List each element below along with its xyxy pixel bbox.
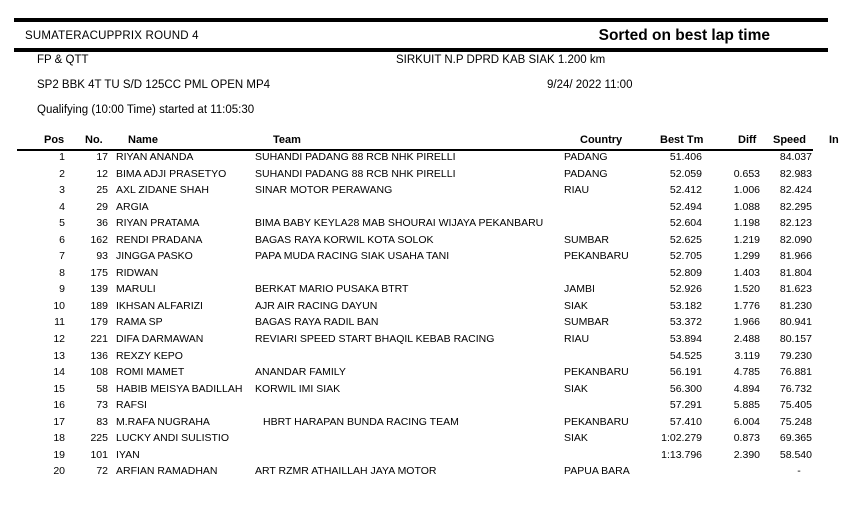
table-row[interactable] — [14, 182, 828, 199]
cell-country: SUMBAR — [564, 233, 609, 246]
cell-no: 179 — [90, 316, 108, 329]
cell-no: 136 — [90, 349, 108, 362]
cell-pos: 1 — [59, 151, 65, 163]
cell-speed: 69.365 — [779, 432, 812, 445]
table-row[interactable] — [14, 430, 828, 447]
cell-pos: 11 — [54, 316, 65, 329]
cell-diff: 1.776 — [733, 299, 760, 312]
cell-name: BIMA ADJI PRASETYO — [116, 167, 227, 180]
cell-country: PADANG — [564, 167, 608, 180]
cell-no: 12 — [96, 167, 108, 180]
cell-diff: 6.004 — [733, 415, 760, 428]
cell-pos: 19 — [53, 448, 65, 461]
cell-best-tm: 53.894 — [669, 333, 702, 346]
circuit-label: SIRKUIT N.P DPRD KAB SIAK 1.200 km — [396, 54, 606, 66]
col-header-name: Name — [128, 134, 158, 146]
meet-title: SUMATERACUPPRIX ROUND 4 — [25, 29, 199, 42]
cell-speed: 76.732 — [779, 382, 812, 395]
cell-speed: 80.941 — [779, 316, 812, 329]
cell-name: ARGIA — [116, 200, 149, 213]
session-label: FP & QTT — [37, 54, 89, 66]
info-row-session — [14, 54, 828, 70]
table-row[interactable] — [14, 298, 828, 315]
col-header-no: No. — [85, 134, 103, 146]
cell-no: 36 — [96, 217, 108, 230]
cell-country: RIAU — [564, 333, 590, 346]
cell-pos: 12 — [53, 333, 65, 346]
cell-no: 189 — [90, 299, 108, 312]
cell-diff: 1.006 — [733, 184, 760, 197]
cell-name: DIFA DARMAWAN — [116, 333, 204, 346]
info-row-class — [14, 79, 828, 95]
cell-country: SUMBAR — [564, 316, 609, 329]
cell-diff: 0.653 — [733, 167, 760, 180]
cell-no: 29 — [96, 200, 108, 213]
cell-diff: 2.390 — [733, 448, 760, 461]
cell-name: REXZY KEPO — [116, 349, 183, 362]
cell-team: REVIARI SPEED START BHAQIL KEBAB RACING — [255, 333, 495, 346]
cell-speed: 84.037 — [779, 151, 812, 163]
cell-name: ARFIAN RAMADHAN — [116, 465, 218, 478]
cell-team: BIMA BABY KEYLA28 MAB SHOURAI WIJAYA PEKANBARU — [255, 217, 544, 230]
cell-name: HABIB MEISYA BADILLAH — [116, 382, 243, 395]
cell-team: KORWIL IMI SIAK — [255, 382, 341, 395]
cell-country: JAMBI — [564, 283, 595, 296]
table-row[interactable] — [14, 248, 828, 265]
cell-name: RIYAN PRATAMA — [116, 217, 200, 230]
cell-team: BAGAS RAYA KORWIL KOTA SOLOK — [255, 233, 434, 246]
cell-country: PADANG — [564, 151, 608, 163]
cell-diff: 1.520 — [733, 283, 760, 296]
cell-pos: 8 — [59, 266, 65, 279]
cell-country: PEKANBARU — [564, 366, 629, 379]
table-row[interactable] — [14, 281, 828, 298]
no-time-dash: - — [797, 465, 801, 478]
cell-no: 72 — [96, 465, 108, 478]
cell-name: LUCKY ANDI SULISTIO — [116, 432, 230, 445]
cell-team: BAGAS RAYA RADIL BAN — [255, 316, 379, 329]
results-table — [14, 132, 839, 480]
cell-country: PEKANBARU — [564, 415, 629, 428]
cell-diff: 2.488 — [733, 333, 760, 346]
table-body — [14, 149, 828, 480]
table-row[interactable] — [14, 447, 828, 464]
cell-best-tm: 52.809 — [669, 266, 702, 279]
cell-diff: 0.873 — [733, 432, 760, 445]
cell-no: 25 — [96, 184, 108, 197]
table-row[interactable] — [14, 199, 828, 216]
col-header-pos: Pos — [44, 134, 65, 146]
cell-speed: 82.983 — [779, 167, 812, 180]
cell-speed: 81.804 — [779, 266, 812, 279]
cell-best-tm: 57.410 — [669, 415, 702, 428]
table-row[interactable] — [14, 364, 828, 381]
cell-diff: 1.403 — [733, 266, 760, 279]
cell-pos: 20 — [53, 465, 65, 478]
table-row[interactable] — [14, 414, 828, 431]
cell-best-tm: 52.625 — [669, 233, 702, 246]
cell-pos: 7 — [59, 250, 65, 263]
cell-best-tm: 56.191 — [669, 366, 702, 379]
cell-best-tm: 52.494 — [669, 200, 702, 213]
cell-speed: 81.230 — [779, 299, 812, 312]
cell-no: 17 — [96, 151, 108, 163]
cell-no: 93 — [96, 250, 108, 263]
cell-name: M.RAFA NUGRAHA — [116, 415, 210, 428]
cell-best-tm: 52.604 — [669, 217, 702, 230]
cell-diff: 1.299 — [733, 250, 760, 263]
cell-no: 162 — [90, 233, 108, 246]
cell-no: 175 — [90, 266, 108, 279]
cell-pos: 4 — [59, 200, 65, 213]
cell-best-tm: 52.059 — [669, 167, 702, 180]
col-header-team: Team — [273, 134, 301, 146]
cell-team: SINAR MOTOR PERAWANG — [255, 184, 393, 197]
top-rule — [14, 18, 828, 22]
cell-team: BERKAT MARIO PUSAKA BTRT — [255, 283, 409, 296]
cell-pos: 13 — [53, 349, 65, 362]
cell-name: RIYAN ANANDA — [116, 151, 194, 163]
cell-speed: 82.295 — [779, 200, 812, 213]
cell-no: 108 — [90, 366, 108, 379]
col-header-country: Country — [580, 134, 623, 146]
sorted-note: Sorted on best lap time — [598, 26, 770, 44]
col-header-diff: Diff — [738, 134, 757, 146]
cell-pos: 15 — [53, 382, 65, 395]
cell-name: IYAN — [116, 448, 140, 461]
cell-no: 73 — [96, 399, 108, 412]
table-row[interactable] — [14, 331, 828, 348]
cell-diff: 1.219 — [733, 233, 760, 246]
cell-country: PEKANBARU — [564, 250, 629, 263]
cell-team: ANANDAR FAMILY — [255, 366, 346, 379]
table-row[interactable] — [14, 348, 828, 365]
cell-country: SIAK — [564, 299, 588, 312]
cell-no: 58 — [96, 382, 108, 395]
cell-speed: 82.424 — [779, 184, 812, 197]
cell-diff: 5.885 — [733, 399, 760, 412]
cell-best-tm: 1:02.279 — [661, 432, 702, 445]
cell-best-tm: 52.412 — [669, 184, 702, 197]
cell-diff: 4.894 — [733, 382, 760, 395]
cell-country: RIAU — [564, 184, 590, 197]
col-header-best-tm: Best Tm — [660, 134, 704, 146]
header-underline-rule — [17, 149, 813, 151]
cell-best-tm: 53.372 — [669, 316, 702, 329]
cell-name: RAMA SP — [116, 316, 163, 329]
cell-best-tm: 57.291 — [669, 399, 702, 412]
cell-name: IKHSAN ALFARIZI — [116, 299, 203, 312]
cell-team: HBRT HARAPAN BUNDA RACING TEAM — [263, 415, 459, 428]
col-header-speed: Speed — [773, 134, 807, 146]
table-row[interactable] — [14, 215, 828, 232]
cell-best-tm: 54.525 — [669, 349, 702, 362]
cell-speed: 82.123 — [779, 217, 812, 230]
cell-name: RAFSI — [116, 399, 147, 412]
cell-speed: 80.157 — [779, 333, 812, 346]
qualifying-note: Qualifying (10:00 Time) started at 11:05:30 — [37, 104, 255, 116]
table-row[interactable] — [14, 463, 828, 480]
cell-best-tm: 52.926 — [669, 283, 702, 296]
title-band — [14, 23, 828, 48]
datetime-label: 9/24/ 2022 11:00 — [547, 79, 633, 91]
cell-pos: 17 — [53, 415, 65, 428]
info-row-qualifying — [14, 104, 828, 120]
cell-speed: 81.623 — [779, 283, 812, 296]
cell-diff: 1.088 — [733, 200, 760, 213]
cell-country: SIAK — [564, 382, 588, 395]
cell-best-tm: 51.406 — [669, 151, 702, 163]
cell-diff: 3.119 — [734, 349, 760, 362]
cell-diff: 1.966 — [733, 316, 760, 329]
table-row[interactable] — [14, 397, 828, 414]
cell-name: ROMI MAMET — [116, 366, 185, 379]
class-label: SP2 BBK 4T TU S/D 125CC PML OPEN MP4 — [37, 79, 271, 91]
cell-pos: 3 — [59, 184, 65, 197]
table-header-row — [14, 132, 839, 149]
cell-diff: 1.198 — [733, 217, 760, 230]
cell-pos: 9 — [59, 283, 65, 296]
cell-pos: 10 — [53, 299, 65, 312]
table-row[interactable] — [14, 166, 828, 183]
cell-name: AXL ZIDANE SHAH — [116, 184, 209, 197]
cell-best-tm: 53.182 — [669, 299, 702, 312]
cell-best-tm: 56.300 — [669, 382, 702, 395]
cell-pos: 2 — [59, 167, 65, 180]
table-row[interactable] — [14, 381, 828, 398]
cell-best-tm: 1:13.796 — [661, 448, 702, 461]
cell-no: 225 — [90, 432, 108, 445]
cell-name: RENDI PRADANA — [116, 233, 203, 246]
cell-team: PAPA MUDA RACING SIAK USAHA TANI — [255, 250, 450, 263]
table-row[interactable] — [14, 149, 828, 166]
cell-speed: 82.090 — [779, 233, 812, 246]
table-row[interactable] — [14, 232, 828, 249]
cell-speed: 58.540 — [779, 448, 812, 461]
cell-speed: 75.248 — [779, 415, 812, 428]
cell-country: SIAK — [564, 432, 588, 445]
cell-speed: 81.966 — [779, 250, 812, 263]
cell-country: PAPUA BARA — [564, 465, 630, 478]
title-bottom-rule — [14, 48, 828, 52]
cell-team: SUHANDI PADANG 88 RCB NHK PIRELLI — [255, 167, 456, 180]
cell-team: SUHANDI PADANG 88 RCB NHK PIRELLI — [255, 151, 456, 163]
cell-speed: 75.405 — [779, 399, 812, 412]
cell-speed: 76.881 — [779, 366, 812, 379]
cell-no: 221 — [90, 333, 108, 346]
cell-pos: 5 — [59, 217, 65, 230]
cell-best-tm: 52.705 — [669, 250, 702, 263]
cell-diff: 4.785 — [733, 366, 760, 379]
cell-name: RIDWAN — [116, 266, 159, 279]
cell-team: AJR AIR RACING DAYUN — [255, 299, 378, 312]
table-row[interactable] — [14, 265, 828, 282]
cell-name: MARULI — [116, 283, 156, 296]
col-header-in: In — [829, 134, 839, 146]
cell-pos: 18 — [53, 432, 65, 445]
cell-no: 139 — [90, 283, 108, 296]
cell-name: JINGGA PASKO — [116, 250, 193, 263]
cell-pos: 6 — [59, 233, 65, 246]
cell-no: 101 — [90, 448, 108, 461]
cell-pos: 16 — [53, 399, 65, 412]
table-row[interactable] — [14, 314, 828, 331]
cell-speed: 79.230 — [779, 349, 812, 362]
cell-pos: 14 — [53, 366, 65, 379]
cell-no: 83 — [96, 415, 108, 428]
cell-team: ART RZMR ATHAILLAH JAYA MOTOR — [255, 465, 437, 478]
